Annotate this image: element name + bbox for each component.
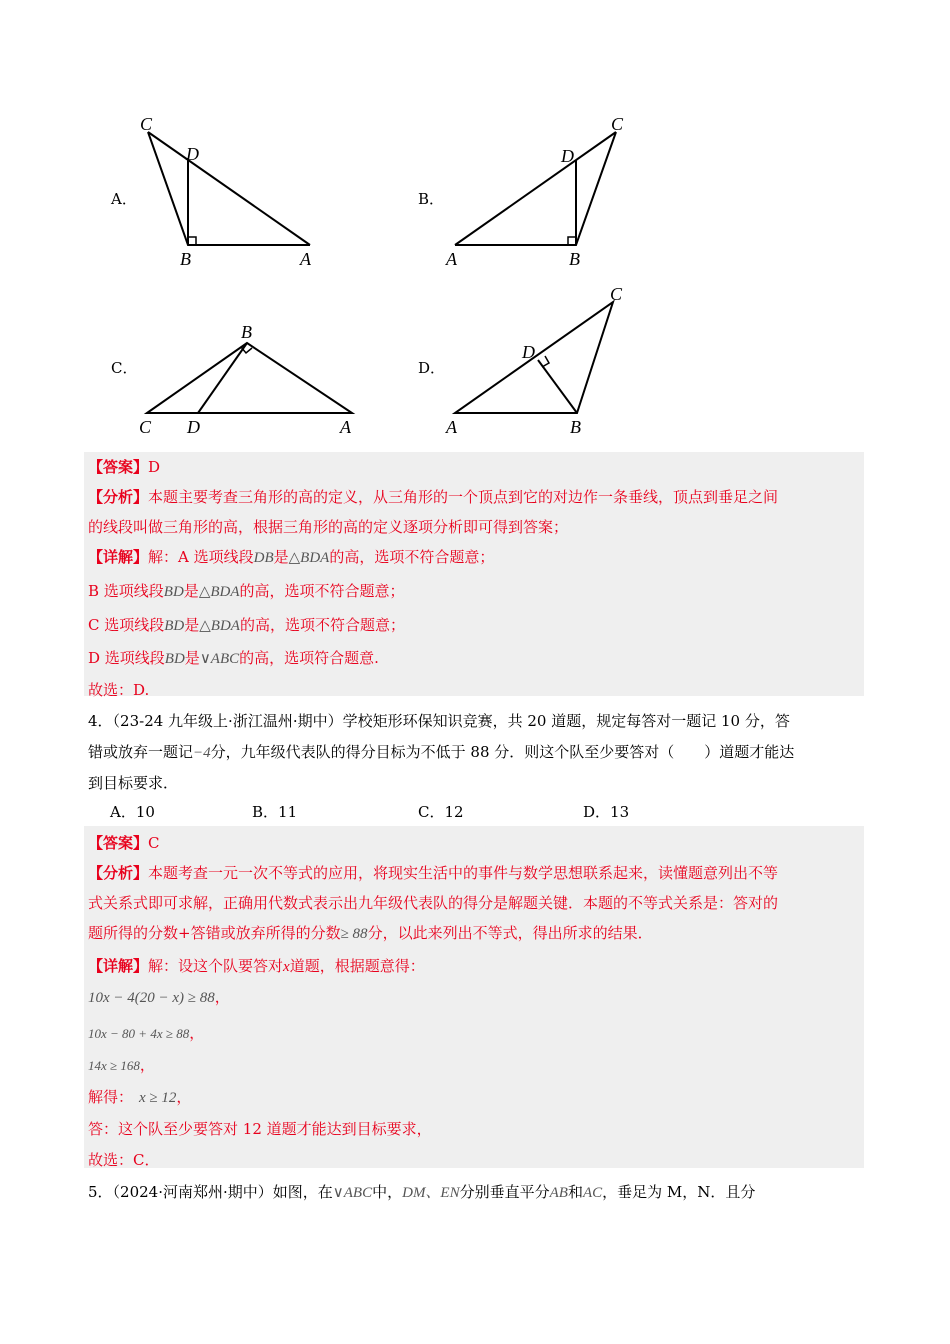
q4-choice-c[interactable]: C．12 — [418, 803, 464, 821]
q4-step2: 10x − 80 + 4x ≥ 88， — [88, 1024, 205, 1042]
q4-source: （23-24 九年级上·浙江温州·期中） — [112, 712, 343, 730]
figure-option-c — [130, 318, 370, 443]
side-ca — [148, 132, 310, 245]
q4-answer-line: 【答案】C — [88, 834, 160, 852]
side-ac — [455, 132, 616, 245]
option-b-label: B． — [418, 190, 445, 208]
q4-choice-a[interactable]: A．10 — [110, 803, 155, 821]
q4-choice-b[interactable]: B．11 — [252, 803, 298, 821]
q4-final-answer: 答：这个队至少要答对 12 道题才能达到目标要求， — [88, 1120, 432, 1138]
q4-conclusion: 故选：C． — [88, 1151, 160, 1169]
point-b: B — [570, 417, 581, 437]
q4-step3: 14x ≥ 168， — [88, 1056, 155, 1074]
point-a: A — [446, 417, 457, 437]
q3-analysis-line1: 【分析】本题主要考查三角形的高的定义，从三角形的一个顶点到它的对边作一条垂线，顶点到垂足之间 — [88, 488, 779, 506]
right-angle-mark — [241, 347, 252, 353]
q4-solve-line: 解得： x ≥ 12， — [88, 1088, 192, 1106]
point-d: D — [522, 342, 535, 362]
point-a: A — [340, 417, 351, 437]
q3-detail-d: D 选项线段BD是∨ABC的高，选项符合题意. — [88, 649, 379, 667]
q4-answer-value: C — [148, 834, 160, 852]
point-a: A — [446, 249, 457, 269]
point-d: D — [561, 146, 574, 166]
option-c-label: C． — [111, 359, 138, 377]
triangle-abc — [147, 343, 352, 413]
q5-number: 5． — [88, 1183, 113, 1201]
option-d-label: D． — [418, 359, 446, 377]
q4-detail-line1: 【详解】解：设这个队要答对x道题，根据题意得： — [88, 957, 425, 975]
q3-answer-line: 【答案】D — [88, 458, 161, 476]
right-angle-mark — [188, 237, 196, 245]
q4-analysis-line1: 【分析】本题考查一元一次不等式的应用，将现实生活中的事件与数学思想联系起来，读懂题意列出不等 — [88, 864, 779, 882]
option-a-label: A． — [111, 190, 137, 208]
segment-bd — [198, 343, 247, 413]
point-d: D — [186, 144, 199, 164]
q4-analysis-line3: 题所得的分数+答错或放弃所得的分数≥ 88分，以此来列出不等式，得出所求的结果． — [88, 924, 653, 942]
point-b: B — [180, 249, 191, 269]
segment-bd — [538, 360, 577, 413]
q3-detail-b: B 选项线段BD是△BDA的高，选项不符合题意； — [88, 582, 405, 600]
point-c: C — [140, 114, 153, 134]
q5-line1: 5．（2024·河南郑州·期中）如图，在∨ABC中，DM、EN分别垂直平分AB和AC，垂足为 M，N．且分 — [88, 1183, 756, 1201]
figure-option-d — [440, 280, 640, 445]
q4-number: 4． — [88, 712, 113, 730]
point-c: C — [610, 284, 623, 304]
q4-analysis-line2: 式关系式即可求解，正确用代数式表示出九年级代表队的得分是解题关键．本题的不等式关系是：答对的 — [88, 894, 779, 912]
right-angle-mark — [568, 237, 576, 245]
point-c: C — [139, 417, 152, 437]
q3-detail-a: 【详解】解：A 选项线段DB是△BDA的高，选项不符合题意； — [88, 548, 495, 566]
point-b: B — [241, 322, 252, 342]
q3-answer-value: D — [148, 458, 161, 476]
q3-detail-c: C 选项线段BD是△BDA的高，选项不符合题意； — [88, 616, 405, 634]
q3-analysis-line2: 的线段叫做三角形的高，根据三角形的高的定义逐项分析即可得到答案； — [88, 518, 569, 536]
q4-step1: 10x − 4(20 − x) ≥ 88， — [88, 988, 230, 1006]
point-d: D — [187, 417, 200, 437]
q5-source: （2024·河南郑州·期中） — [112, 1183, 273, 1201]
figure-option-b — [440, 110, 640, 270]
q4-line3: 到目标要求． — [88, 774, 179, 792]
q3-conclusion: 故选：D. — [88, 681, 150, 699]
figure-option-a — [130, 110, 330, 270]
point-a: A — [300, 249, 311, 269]
point-b: B — [569, 249, 580, 269]
q4-choice-d[interactable]: D．13 — [583, 803, 630, 821]
point-c: C — [611, 114, 624, 134]
q4-line1: 4．（23-24 九年级上·浙江温州·期中）学校矩形环保知识竞赛，共 20 道题，规定每答对一题记 10 分，答 — [88, 712, 790, 730]
q4-line2: 错或放弃一题记−4分，九年级代表队的得分目标为不低于 88 分．则这个队至少要答对（ ）道题才能达 — [88, 743, 795, 761]
